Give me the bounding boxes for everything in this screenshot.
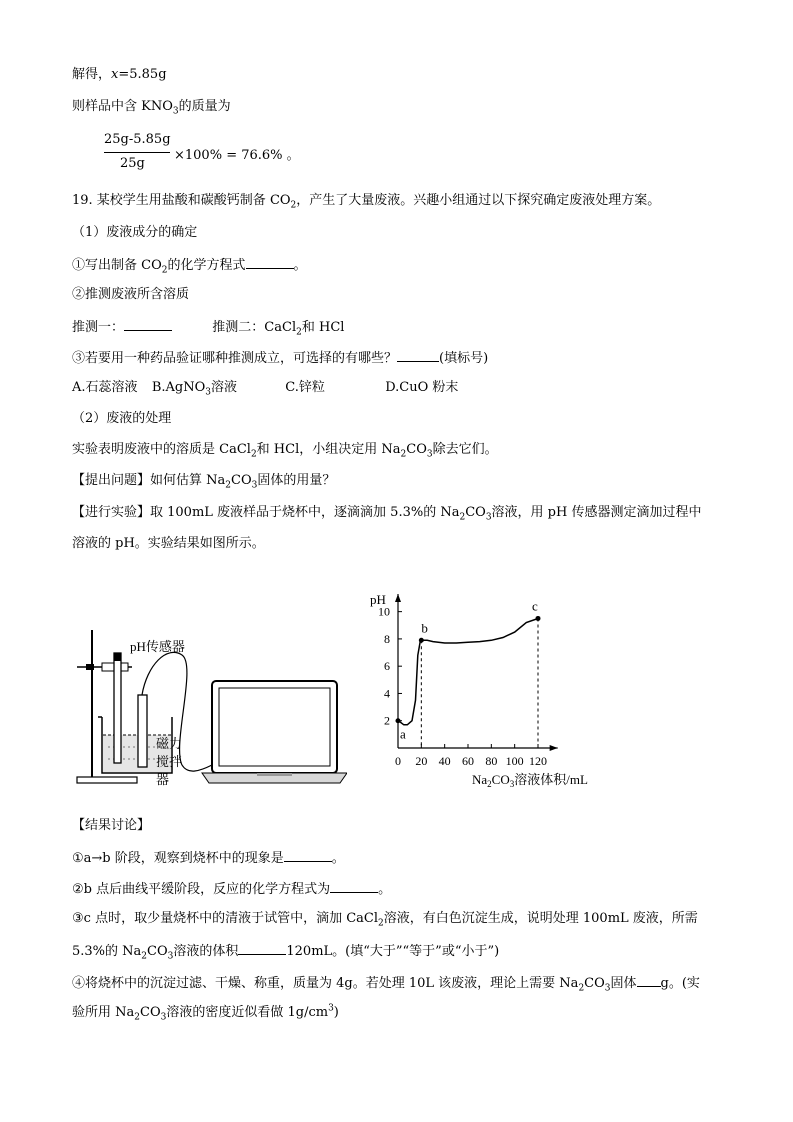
fraction-bar	[104, 152, 170, 153]
ph-chart	[360, 572, 620, 792]
y-axis-label: pH	[370, 592, 386, 607]
fraction-result: ×100% = 76.6% 。	[174, 148, 300, 163]
stirrer-label-2: 搅拌	[156, 754, 183, 769]
y-tick-label: 10	[378, 604, 390, 619]
answer-blank[interactable]	[397, 348, 439, 362]
discussion-4: ④将烧杯中的沉淀过滤、干燥、称重，质量为 4g。若处理 10L 该废液，理论上需要 $Na_2CO_3$固体 g。(实	[72, 973, 700, 993]
q19-intro: 19. 某校学生用盐酸和碳酸钙制备 $CO_2$，产生了大量废液。兴趣小组通过以下探究确定废液处理方案。	[72, 193, 661, 211]
q19-experiment-2: 溶液的 pH。实验结果如图所示。	[72, 536, 265, 551]
q19-part1-heading: （1）废液成分的确定	[72, 225, 198, 240]
x-tick-label: 40	[438, 754, 451, 768]
discussion-3-cont: 5.3%的 $Na_2CO_3$溶液的体积 120mL。(填“大于”“等于”或“小于”)	[72, 941, 499, 961]
y-tick-label: 4	[384, 686, 390, 701]
y-axis-arrow	[395, 594, 401, 602]
answer-blank[interactable]	[246, 255, 294, 269]
ph-sensor-probe	[138, 695, 147, 767]
data-label-b: b	[421, 620, 428, 636]
apparatus-illustration	[72, 625, 347, 795]
discussion-2: ②b 点后曲线平缓阶段，反应的化学方程式为 。	[72, 879, 391, 899]
data-point-c	[536, 616, 541, 621]
q19-guesses: 推测一： 推测二：CaCl$_2$和 HCl	[72, 317, 344, 337]
q19-item3: ③若要用一种药品验证哪种推测成立，可选择的有哪些？ (填标号)	[72, 348, 488, 368]
ph-electrode	[114, 653, 121, 763]
q19-solute: 实验表明废液中的溶质是 CaCl$_2$和 HCl，小组决定用 $Na_2CO_3$除去它们。	[72, 442, 498, 460]
stand-base	[77, 777, 137, 783]
mass-line: 则样品中含 $KNO_3$的质量为	[72, 99, 231, 117]
option-c: C.锌粒	[285, 380, 325, 395]
x-tick-label: 0	[395, 754, 401, 768]
q19-item2: ②推测废液所含溶质	[72, 287, 190, 302]
data-label-c: c	[532, 598, 538, 614]
option-b: B.AgNO$_3$溶液	[151, 380, 237, 398]
x-tick-label: 80	[485, 754, 498, 768]
data-label-a: a	[400, 726, 406, 742]
answer-blank[interactable]	[284, 848, 332, 862]
discussion-4-cont: 验所用 $Na_2CO_3$溶液的密度近似看做 $1g/cm^3$)	[72, 1003, 339, 1023]
sensor-label: pH传感器	[130, 639, 185, 654]
ph-curve-line	[398, 619, 538, 725]
stirrer-label-3: 器	[156, 772, 170, 787]
fraction-expression	[104, 132, 304, 177]
x-axis-arrow	[550, 745, 558, 751]
q19-item1: ①写出制备 $CO_2$的化学方程式 。	[72, 255, 307, 275]
y-tick-label: 2	[384, 713, 390, 728]
discussion-3: ③c 点时，取少量烧杯中的清液于试管中，滴加 CaCl$_2$溶液，有白色沉淀生成，说明处理 100mL 废液，所需	[72, 911, 698, 929]
y-tick-label: 6	[384, 659, 390, 674]
x-axis-label: $Na_2CO_3$溶液体积/mL	[472, 772, 588, 789]
stirrer-label-1: 磁力	[156, 736, 183, 751]
q19-question: 【提出问题】如何估算 $Na_2CO_3$固体的用量？	[72, 473, 336, 491]
q19-part2-heading: （2）废液的处理	[72, 411, 172, 426]
q19-experiment: 【进行实验】取 100mL 废液样品于烧杯中，逐滴滴加 5.3%的 $Na_2CO_3$溶液，用 pH 传感器测定滴加过程中	[72, 505, 702, 523]
x-tick-label: 20	[415, 754, 428, 768]
data-point-a	[396, 718, 401, 723]
y-tick-label: 8	[384, 631, 390, 646]
discussion-1: ①a→b 阶段，观察到烧杯中的现象是 。	[72, 848, 345, 868]
q19-options	[72, 379, 458, 397]
option-d: D.CuO 粉末	[385, 380, 459, 395]
solve-line: 解得，x=5.85g	[72, 67, 167, 82]
x-tick-label: 60	[462, 754, 474, 768]
discussion-heading: 【结果讨论】	[72, 818, 151, 833]
data-point-b	[419, 638, 424, 643]
fraction-denominator: 25g	[120, 156, 145, 171]
x-tick-label: 120	[529, 754, 547, 768]
answer-blank[interactable]	[124, 317, 172, 331]
answer-blank[interactable]	[238, 941, 286, 955]
answer-blank[interactable]	[330, 879, 378, 893]
option-a: A.石蕊溶液	[72, 380, 138, 395]
fraction-numerator: 25g-5.85g	[104, 132, 171, 147]
answer-blank[interactable]	[637, 973, 661, 987]
x-tick-label: 100	[505, 754, 524, 768]
